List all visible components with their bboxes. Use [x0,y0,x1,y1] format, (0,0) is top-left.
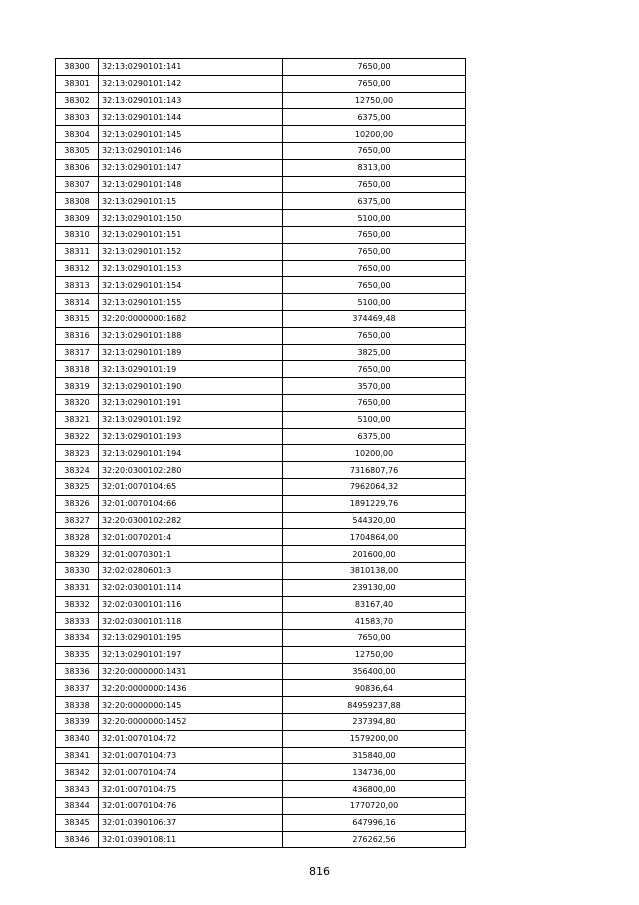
cadastral-number-cell: 32:13:0290101:154 [99,277,283,294]
value-cell: 1891229,76 [283,495,466,512]
value-cell: 5100,00 [283,411,466,428]
cadastral-number-cell: 32:02:0280601:3 [99,562,283,579]
table-row [56,613,466,630]
cadastral-number-cell: 32:13:0290101:152 [99,243,283,260]
row-number-cell: 38342 [56,764,99,781]
table-row [56,562,466,579]
table-row [56,579,466,596]
cadastral-number-cell: 32:13:0290101:150 [99,210,283,227]
row-number-cell: 38324 [56,462,99,479]
row-number-cell: 38314 [56,294,99,311]
row-number-cell: 38313 [56,277,99,294]
cadastral-number-cell: 32:02:0300101:116 [99,596,283,613]
value-cell: 3810138,00 [283,562,466,579]
table-row [56,294,466,311]
table-row [56,478,466,495]
table-row [56,142,466,159]
page-number: 816 [309,865,330,878]
value-cell: 10200,00 [283,126,466,143]
cadastral-number-cell: 32:01:0070104:72 [99,730,283,747]
cadastral-number-cell: 32:13:0290101:146 [99,142,283,159]
row-number-cell: 38341 [56,747,99,764]
row-number-cell: 38322 [56,428,99,445]
row-number-cell: 38319 [56,378,99,395]
table-row [56,176,466,193]
row-number-cell: 38327 [56,512,99,529]
table-row [56,210,466,227]
table-body [56,59,466,848]
table-row [56,764,466,781]
table-row [56,462,466,479]
row-number-cell: 38307 [56,176,99,193]
value-cell: 647996,16 [283,814,466,831]
cadastral-number-cell: 32:13:0290101:148 [99,176,283,193]
cadastral-number-cell: 32:20:0000000:1452 [99,714,283,731]
table-row [56,75,466,92]
cadastral-number-cell: 32:01:0390108:11 [99,831,283,848]
row-number-cell: 38304 [56,126,99,143]
table-row [56,92,466,109]
cadastral-number-cell: 32:13:0290101:194 [99,445,283,462]
value-cell: 7650,00 [283,327,466,344]
value-cell: 7650,00 [283,394,466,411]
value-cell: 237394,80 [283,714,466,731]
value-cell: 7962064,32 [283,478,466,495]
cadastral-number-cell: 32:01:0070104:75 [99,781,283,798]
cadastral-number-cell: 32:01:0070301:1 [99,546,283,563]
row-number-cell: 38335 [56,646,99,663]
table-row [56,260,466,277]
value-cell: 201600,00 [283,546,466,563]
table-row [56,596,466,613]
table-row [56,378,466,395]
table-row [56,411,466,428]
value-cell: 1579200,00 [283,730,466,747]
value-cell: 7650,00 [283,59,466,76]
table-row [56,226,466,243]
row-number-cell: 38323 [56,445,99,462]
value-cell: 374469,48 [283,310,466,327]
value-cell: 10200,00 [283,445,466,462]
value-cell: 3825,00 [283,344,466,361]
table-row [56,512,466,529]
cadastral-number-cell: 32:13:0290101:143 [99,92,283,109]
cadastral-number-cell: 32:20:0300102:280 [99,462,283,479]
data-table [55,58,466,848]
row-number-cell: 38303 [56,109,99,126]
cadastral-number-cell: 32:01:0070104:65 [99,478,283,495]
value-cell: 436800,00 [283,781,466,798]
value-cell: 90836,64 [283,680,466,697]
cadastral-number-cell: 32:13:0290101:190 [99,378,283,395]
cadastral-number-cell: 32:13:0290101:189 [99,344,283,361]
cadastral-number-cell: 32:13:0290101:188 [99,327,283,344]
cadastral-number-cell: 32:13:0290101:19 [99,361,283,378]
value-cell: 356400,00 [283,663,466,680]
value-cell: 7650,00 [283,630,466,647]
table-row [56,730,466,747]
cadastral-number-cell: 32:13:0290101:155 [99,294,283,311]
row-number-cell: 38309 [56,210,99,227]
table-row [56,159,466,176]
table-row [56,310,466,327]
value-cell: 5100,00 [283,294,466,311]
cadastral-number-cell: 32:13:0290101:147 [99,159,283,176]
cadastral-number-cell: 32:20:0300102:282 [99,512,283,529]
cadastral-number-cell: 32:02:0300101:114 [99,579,283,596]
value-cell: 8313,00 [283,159,466,176]
cadastral-number-cell: 32:13:0290101:192 [99,411,283,428]
table-row [56,798,466,815]
row-number-cell: 38316 [56,327,99,344]
row-number-cell: 38343 [56,781,99,798]
value-cell: 544320,00 [283,512,466,529]
table-row [56,126,466,143]
table-row [56,445,466,462]
cadastral-number-cell: 32:13:0290101:15 [99,193,283,210]
table-row [56,193,466,210]
row-number-cell: 38334 [56,630,99,647]
cadastral-number-cell: 32:01:0070104:74 [99,764,283,781]
value-cell: 41583,70 [283,613,466,630]
cadastral-number-cell: 32:01:0070104:76 [99,798,283,815]
cadastral-number-cell: 32:01:0070104:73 [99,747,283,764]
row-number-cell: 38310 [56,226,99,243]
row-number-cell: 38338 [56,697,99,714]
table-row [56,344,466,361]
value-cell: 7650,00 [283,361,466,378]
table-row [56,630,466,647]
table-row [56,529,466,546]
value-cell: 6375,00 [283,193,466,210]
table-row [56,546,466,563]
value-cell: 5100,00 [283,210,466,227]
value-cell: 7650,00 [283,75,466,92]
row-number-cell: 38340 [56,730,99,747]
cadastral-number-cell: 32:13:0290101:144 [99,109,283,126]
table-row [56,327,466,344]
row-number-cell: 38320 [56,394,99,411]
table-row [56,59,466,76]
value-cell: 239130,00 [283,579,466,596]
table-row [56,814,466,831]
value-cell: 7650,00 [283,277,466,294]
table-row [56,646,466,663]
cadastral-number-cell: 32:13:0290101:142 [99,75,283,92]
value-cell: 134736,00 [283,764,466,781]
value-cell: 7650,00 [283,226,466,243]
value-cell: 1704864,00 [283,529,466,546]
table-row [56,714,466,731]
row-number-cell: 38337 [56,680,99,697]
cadastral-number-cell: 32:13:0290101:191 [99,394,283,411]
cadastral-number-cell: 32:01:0390106:37 [99,814,283,831]
cadastral-number-cell: 32:13:0290101:141 [99,59,283,76]
row-number-cell: 38326 [56,495,99,512]
row-number-cell: 38306 [56,159,99,176]
row-number-cell: 38302 [56,92,99,109]
table-row [56,831,466,848]
value-cell: 7650,00 [283,260,466,277]
value-cell: 83167,40 [283,596,466,613]
value-cell: 6375,00 [283,109,466,126]
value-cell: 7650,00 [283,176,466,193]
cadastral-number-cell: 32:13:0290101:195 [99,630,283,647]
cadastral-number-cell: 32:13:0290101:153 [99,260,283,277]
row-number-cell: 38333 [56,613,99,630]
row-number-cell: 38321 [56,411,99,428]
row-number-cell: 38330 [56,562,99,579]
value-cell: 1770720,00 [283,798,466,815]
cadastral-number-cell: 32:20:0000000:1431 [99,663,283,680]
cadastral-number-cell: 32:20:0000000:145 [99,697,283,714]
value-cell: 7650,00 [283,142,466,159]
table-row [56,394,466,411]
row-number-cell: 38300 [56,59,99,76]
value-cell: 84959237,88 [283,697,466,714]
row-number-cell: 38346 [56,831,99,848]
row-number-cell: 38336 [56,663,99,680]
table-row [56,663,466,680]
row-number-cell: 38305 [56,142,99,159]
cadastral-number-cell: 32:02:0300101:118 [99,613,283,630]
value-cell: 6375,00 [283,428,466,445]
cadastral-number-cell: 32:01:0070104:66 [99,495,283,512]
table-row [56,680,466,697]
cadastral-number-cell: 32:01:0070201:4 [99,529,283,546]
value-cell: 12750,00 [283,92,466,109]
value-cell: 7650,00 [283,243,466,260]
table-row [56,428,466,445]
table-row [56,747,466,764]
table-row [56,361,466,378]
value-cell: 7316807,76 [283,462,466,479]
table-row [56,277,466,294]
table-row [56,781,466,798]
row-number-cell: 38331 [56,579,99,596]
cadastral-number-cell: 32:13:0290101:193 [99,428,283,445]
cadastral-number-cell: 32:20:0000000:1436 [99,680,283,697]
cadastral-number-cell: 32:13:0290101:145 [99,126,283,143]
row-number-cell: 38308 [56,193,99,210]
table-row [56,495,466,512]
table-row [56,697,466,714]
row-number-cell: 38311 [56,243,99,260]
value-cell: 12750,00 [283,646,466,663]
row-number-cell: 38328 [56,529,99,546]
row-number-cell: 38301 [56,75,99,92]
cadastral-number-cell: 32:20:0000000:1682 [99,310,283,327]
table-row [56,109,466,126]
value-cell: 276262,56 [283,831,466,848]
row-number-cell: 38317 [56,344,99,361]
row-number-cell: 38329 [56,546,99,563]
row-number-cell: 38325 [56,478,99,495]
row-number-cell: 38312 [56,260,99,277]
cadastral-number-cell: 32:13:0290101:151 [99,226,283,243]
row-number-cell: 38315 [56,310,99,327]
row-number-cell: 38344 [56,798,99,815]
table-row [56,243,466,260]
row-number-cell: 38345 [56,814,99,831]
row-number-cell: 38339 [56,714,99,731]
row-number-cell: 38318 [56,361,99,378]
cadastral-number-cell: 32:13:0290101:197 [99,646,283,663]
value-cell: 3570,00 [283,378,466,395]
value-cell: 315840,00 [283,747,466,764]
row-number-cell: 38332 [56,596,99,613]
